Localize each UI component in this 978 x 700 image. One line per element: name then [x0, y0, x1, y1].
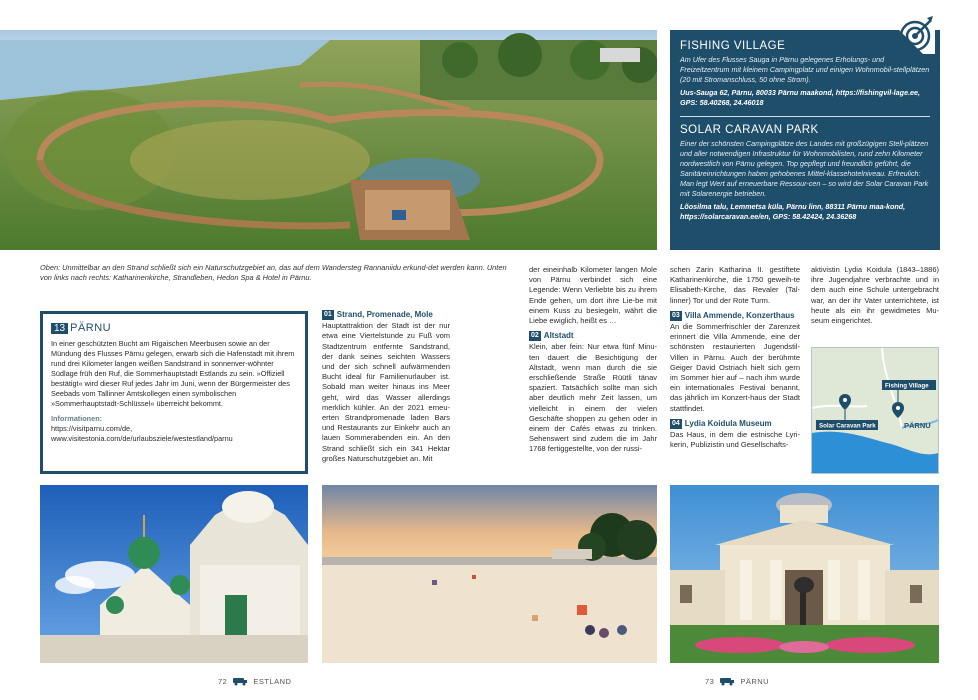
- photo-caption: Oben: Unmittelbar an den Strand schließt sich ein Naturschutzgebiet an, das auf dem Wandersteg Rannaniidu erkund-det werden kann. Unten von links nach rechts: Katharinenkirche, Strandleben, Hedon Spa & Hotel in Pärnu.: [40, 263, 507, 282]
- section-text-04-continued: aktivistin Lydia Koidula (1843–1886) ihre Jugendjahre verbrachte und in dem auch eine Schule untergebracht war, an der ihr Vater unterrichtete, ist heute als ein ihr gewidmetes Mu-seum eingerichtet.: [811, 265, 939, 326]
- photo-katharinenkirche: [40, 485, 308, 663]
- section-heading-04: [670, 419, 800, 429]
- section-number: 04: [670, 419, 682, 429]
- section-heading-03: [670, 311, 800, 321]
- section-title: Strand, Promenade, Mole: [336, 310, 433, 319]
- info-label: Informationen:: [51, 414, 103, 423]
- info-divider: [680, 116, 930, 117]
- section-title: Lydia Koidula Museum: [684, 418, 772, 428]
- section-label-left: ESTLAND: [253, 677, 292, 686]
- map-label-solar: Solar Caravan Park: [819, 422, 876, 430]
- campsite-info-box: [670, 30, 940, 250]
- section-number: 03: [670, 311, 682, 321]
- fishing-village-title: FISHING VILLAGE: [680, 40, 786, 52]
- parnu-intro-text: In einer geschützten Bucht am Rigaischen Meerbusen sowie an der Mündung des Flusses Pärnu gelegen, erwarb sich die Hafenstadt mit ihrem rund drei Kilometer langen weißen Sandstrand in sonnenver-wöhnter Südlage früh den Ruf, die Sommerhauptstadt Estlands zu sein. »Offiziell bestätigt« wird dieser Ruf jedes Jahr im Juni, wenn der Bürgermeister des Seebads vom Tallinner Amtskollegen einen symbolischen »Sommerhauptstadt-Schlüssel« überreicht bekommt.: [51, 339, 295, 408]
- parnu-number-badge: 13: [51, 323, 68, 334]
- section-text-01-continued: der eineinhalb Kilometer langen Mole von Pärnu verbindet sich eine Legende: Wenn Verliebte bis zu ihrem Ende gehen, um dort ihre Lie-be mit einem Kuss zu besiegeln, währt die Liebe ewiglich, heißt es …: [529, 265, 657, 326]
- text-column-2: [322, 310, 450, 464]
- solar-caravan-address: Lõosilma talu, Lemmetsa küla, Pärnu linn, 88311 Pärnu maa-kond, https://solarcaravan.ee/en, GPS: 58.42424, 24.36268: [680, 202, 906, 221]
- section-text-04: Das Haus, in dem die estnische Lyri-kerin, Publizistin und Gesellschafts-: [670, 430, 800, 450]
- section-heading-02: [529, 331, 657, 341]
- section-title: Altstadt: [543, 331, 574, 341]
- parnu-intro-box: [40, 311, 308, 474]
- location-map[interactable]: [811, 347, 939, 474]
- page-number-right: 73: [705, 677, 715, 686]
- spa-illustration: [670, 485, 939, 663]
- section-heading-01: [322, 310, 450, 320]
- boardwalk-illustration: [0, 30, 657, 250]
- footer-left: [218, 677, 291, 686]
- page-number-left: 72: [218, 677, 228, 686]
- text-column-5: [811, 265, 939, 326]
- section-text-02: Klein, aber fein: Nur etwa fünf Minu-ten dauert die Besichtigung der Altstadt, wenn man durch die sie erschließende Straße Rüütli tänav spaziert. Tatsächlich sollte man sich aber deutlich mehr Zeit lassen, um vielleicht in einem der vielen Geschäfte shoppen zu gehen oder in einem der Cafés etwas zu trinken. Sehenswert sind zudem die im Jahr 1768 fertiggestellte, von der russi-: [529, 342, 657, 454]
- section-text-01: Hauptattraktion der Stadt ist der nur etwa eine Viertelstunde zu Fuß vom Stadtzentrum entfernte Sandstrand, der dank seines seichten Wassers und der sich schnell aufwärmenden Bucht ideal für Familienurlauber ist. Sobald man weiter hinaus ins Meer geht, wird das Wasser allerdings merklich kühler. An der 2021 erneu-erten Strandpromenade laden Bars und Restaurants zur Einkehr auch an lauen Sommerabenden ein. An den Strand schließt sich ein 341 Hektar großes Naturschutzgebiet an. Mit: [322, 321, 450, 463]
- photo-strandleben: [322, 485, 657, 663]
- info-links[interactable]: https://visitparnu.com/de, www.visitestonia.com/de/urlaubsziele/westestland/parnu: [51, 424, 233, 443]
- solar-caravan-title: SOLAR CARAVAN PARK: [680, 124, 819, 136]
- section-label-right: PÄRNU: [740, 677, 770, 686]
- camper-icon: [232, 677, 248, 686]
- text-column-4: [670, 265, 800, 450]
- solar-caravan-text: Einer der schönsten Campingplätze des Landes mit großzügigen Stell-plätzen und aller notwendigen Infrastruktur für Wohnmobilisten, rund zehn Kilometer nordwestlich von Pärnu gelegen. Top gepflegt und freundlich geführt, die Sanitäreinrichtungen haben gehobenes Mittel-klassehotelniveau. Erfreulich: Man legt Wert auf erneuerbare Ressour-cen – so wird der Solar Caravan Park mit Solarenergie betrieben.: [680, 139, 929, 198]
- map-label-city: PÄRNU: [904, 421, 931, 430]
- fishing-village-text: Am Ufer des Flusses Sauga in Pärnu gelegenes Erholungs- und Freizeitzentrum mit kleinem Campingplatz und einigen Wohnmobil-stellplätzen (20 mit Stromanschluss, 50 ohne Strom).: [680, 55, 930, 84]
- church-illustration: [40, 485, 308, 663]
- hero-photo-boardwalk: [0, 30, 657, 250]
- footer-right: [705, 677, 769, 686]
- fishing-village-address: Uus-Sauga 62, Pärnu, 80033 Pärnu maakond, https://fishingvil-lage.ee, GPS: 58.40268, 24.46018: [680, 88, 921, 107]
- photo-hedon-spa: [670, 485, 939, 663]
- parnu-title: PÄRNU: [70, 322, 112, 334]
- text-column-3: [529, 265, 657, 455]
- section-number: 01: [322, 310, 334, 320]
- target-icon: [893, 12, 937, 56]
- section-title: Villa Ammende, Konzerthaus: [684, 310, 795, 320]
- map-label-fishing: Fishing Village: [885, 382, 929, 390]
- section-number: 02: [529, 331, 541, 341]
- beach-illustration: [322, 485, 657, 663]
- parnu-heading: [51, 322, 297, 334]
- map-graphic: [812, 348, 938, 473]
- section-text-02-continued: schen Zarin Katharina II. gestiftete Katharinenkirche, die 1750 geweih-te Elisabeth-Kirche, das Revaler (Tal-linner) Tor und der Rote Turm.: [670, 265, 800, 305]
- section-text-03: An die Sommerfrischler der Zarenzeit erinnert die Villa Ammende, eine der schönsten restaurierten Jugendstil-Villen in Pärnu. Auch der berühmte Geiger David Ostriach hielt sich gern im Sommer hier auf – nach ihm wurde ein internationales Festival benannt, das jährlich im Konzert-haus der Stadt stattfindet.: [670, 322, 800, 413]
- camper-icon: [719, 677, 735, 686]
